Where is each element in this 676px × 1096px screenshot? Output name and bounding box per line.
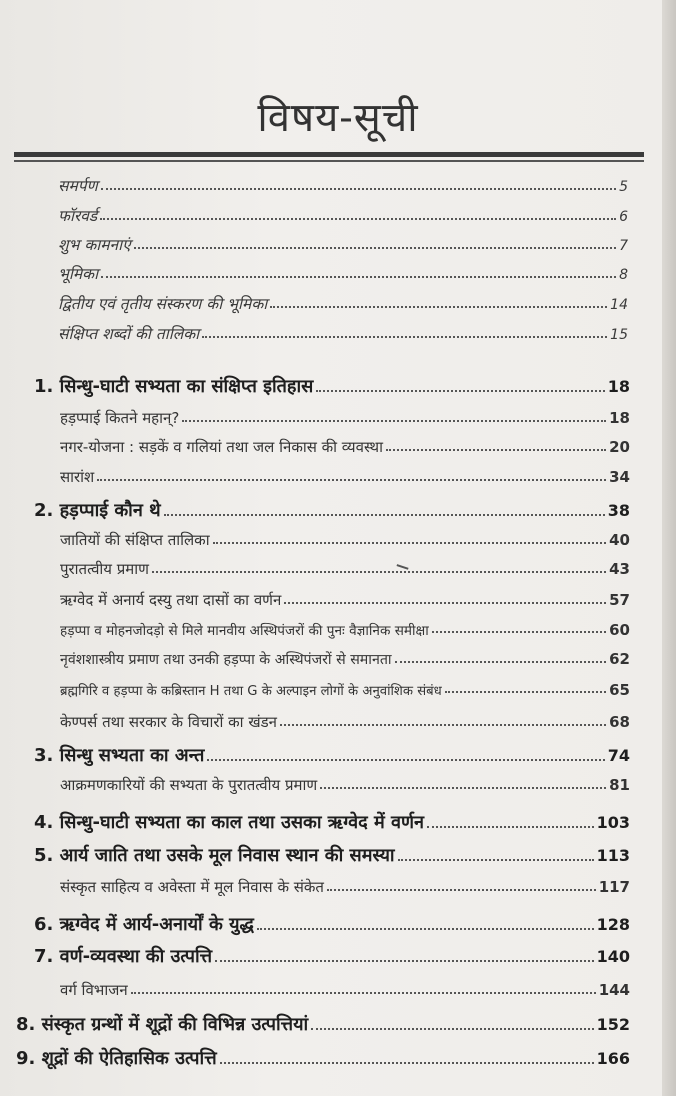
toc-subentry [60, 620, 630, 639]
dot-leader [270, 306, 607, 308]
entry-page: 38 [607, 501, 630, 520]
entry-label: 8. संस्कृत ग्रन्थों में शूद्रों की विभिन्न उत्पत्तियां [16, 1014, 309, 1035]
toc-subentry [60, 877, 630, 897]
dot-leader [213, 542, 607, 544]
toc-entry-abbreviations [58, 322, 628, 344]
entry-page: 113 [596, 846, 630, 865]
entry-page: 43 [609, 560, 630, 578]
entry-label: ऋग्वेद में अनार्य दस्यु तथा दासों का वर्णन [60, 591, 282, 609]
dot-leader [131, 992, 596, 994]
entry-label: संस्कृत साहित्य व अवेस्ता में मूल निवास के संकेत [60, 878, 324, 896]
toc-entry-dedication [58, 174, 628, 196]
toc-chapter-8 [16, 1012, 630, 1036]
page-title: विषय-सूची [257, 95, 419, 141]
entry-page: 103 [596, 813, 630, 832]
toc-chapter-7 [34, 944, 630, 968]
toc-subentry [60, 590, 630, 610]
toc-chapter-9 [16, 1046, 630, 1070]
dot-leader [427, 826, 594, 828]
entry-page: 18 [607, 377, 630, 396]
entry-label: 7. वर्ण-व्यवस्था की उत्पत्ति [34, 946, 213, 967]
dot-leader [284, 602, 606, 604]
entry-page: 62 [609, 650, 630, 668]
dot-leader [327, 889, 596, 891]
toc-chapter-5 [34, 843, 630, 867]
entry-label: पुरातत्वीय प्रमाण [60, 560, 149, 578]
toc-subentry [60, 775, 630, 795]
entry-label: आक्रमणकारियों की सभ्यता के पुरातत्वीय प्रमाण [60, 776, 318, 794]
dot-leader [97, 479, 606, 481]
toc-entry-introduction [58, 262, 628, 284]
dot-leader [207, 759, 604, 761]
dot-leader [445, 691, 606, 693]
entry-page: 8 [619, 267, 628, 283]
toc-chapter-3 [34, 743, 630, 767]
entry-page: 81 [609, 776, 630, 794]
entry-page: 18 [609, 409, 630, 427]
dot-leader [220, 1062, 594, 1064]
entry-label: हड़प्पाई कितने महान्? [60, 409, 180, 427]
entry-label: वर्ग विभाजन [60, 981, 128, 999]
entry-page: 5 [619, 179, 628, 195]
entry-page: 128 [596, 915, 630, 934]
dot-leader [101, 188, 616, 190]
entry-label: ब्रह्मगिरि व हड़प्पा के कब्रिस्तान H तथा G के अल्पाइन लोगों के अनुवांशिक संबंध [60, 684, 442, 699]
entry-label: भूमिका [58, 265, 99, 283]
dot-leader [386, 449, 606, 451]
entry-page: 140 [596, 947, 630, 966]
entry-label: सारांश [60, 468, 95, 486]
entry-page: 65 [609, 681, 630, 699]
entry-page: 20 [609, 438, 630, 456]
entry-page: 57 [609, 591, 630, 609]
dot-leader [398, 859, 594, 861]
entry-page: 68 [609, 713, 630, 731]
entry-label: 9. शूद्रों की ऐतिहासिक उत्पत्ति [16, 1048, 217, 1069]
toc-entry-foreword [58, 204, 628, 226]
dot-leader [215, 960, 594, 962]
toc-subentry [60, 650, 630, 669]
entry-label: फॉरवर्ड [58, 207, 98, 225]
dot-leader [101, 276, 616, 278]
toc-chapter-4 [34, 810, 630, 834]
entry-page: 152 [596, 1015, 630, 1034]
entry-page: 34 [609, 468, 630, 486]
toc-subentry [60, 681, 630, 699]
toc-subentry [60, 467, 630, 487]
entry-label: समर्पण [58, 177, 98, 195]
dot-leader [395, 661, 607, 663]
entry-label: शुभ कामनाएं [58, 236, 131, 254]
entry-label: द्वितीय एवं तृतीय संस्करण की भूमिका [58, 295, 268, 313]
entry-page: 40 [609, 531, 630, 549]
entry-label: नगर-योजना : सड़कें व गलियां तथा जल निकास की व्यवस्था [60, 438, 383, 456]
toc-chapter-1 [34, 374, 630, 398]
entry-label: संक्षिप्त शब्दों की तालिका [58, 325, 200, 343]
entry-label: 6. ऋग्वेद में आर्य-अनार्यों के युद्ध [34, 914, 254, 935]
toc-entry-edition-preface [58, 292, 628, 314]
toc-chapter-6 [34, 912, 630, 936]
toc-subentry [60, 559, 630, 579]
dot-leader [202, 336, 607, 338]
dot-leader [134, 247, 616, 249]
entry-label: 4. सिन्धु-घाटी सभ्यता का काल तथा उसका ऋग्वेद में वर्णन [34, 812, 425, 833]
dot-leader [280, 724, 606, 726]
entry-page: 166 [596, 1049, 630, 1068]
dot-leader [164, 514, 605, 516]
entry-page: 7 [619, 238, 628, 254]
dot-leader [320, 787, 606, 789]
entry-label: 5. आर्य जाति तथा उसके मूल निवास स्थान की समस्या [34, 845, 395, 866]
entry-page: 15 [610, 327, 628, 343]
entry-label: हड़प्पा व मोहनजोदड़ो से मिले मानवीय अस्थिपंजरों की पुनः वैज्ञानिक समीक्षा [60, 623, 429, 639]
dot-leader [152, 571, 606, 573]
toc-subentry [60, 437, 630, 457]
dot-leader [257, 928, 594, 930]
toc-subentry [60, 980, 630, 1000]
entry-page: 117 [598, 878, 630, 896]
toc-subentry [60, 408, 630, 428]
dot-leader [100, 218, 616, 220]
entry-page: 6 [619, 209, 628, 225]
toc-chapter-2 [34, 498, 630, 522]
entry-page: 74 [607, 746, 630, 765]
dot-leader [311, 1028, 593, 1030]
entry-label: जातियों की संक्षिप्त तालिका [60, 531, 210, 549]
dot-leader [182, 420, 606, 422]
entry-label: 2. हड़प्पाई कौन थे [34, 500, 161, 521]
toc-subentry [60, 530, 630, 550]
entry-page: 14 [610, 297, 628, 313]
entry-label: 1. सिन्धु-घाटी सभ्यता का संक्षिप्त इतिहास [34, 376, 314, 397]
entry-label: 3. सिन्धु सभ्यता का अन्त [34, 745, 205, 766]
toc-subentry [60, 712, 630, 732]
entry-label: केण्पर्स तथा सरकार के विचारों का खंडन [60, 713, 277, 731]
entry-page: 60 [609, 621, 630, 639]
dot-leader [432, 631, 606, 633]
entry-page: 144 [598, 981, 630, 999]
dot-leader [316, 390, 604, 392]
entry-label: नृवंशशास्त्रीय प्रमाण तथा उनकी हड़प्पा के अस्थिपंजरों से समानता [60, 652, 392, 668]
toc-entry-good-wishes [58, 233, 628, 255]
